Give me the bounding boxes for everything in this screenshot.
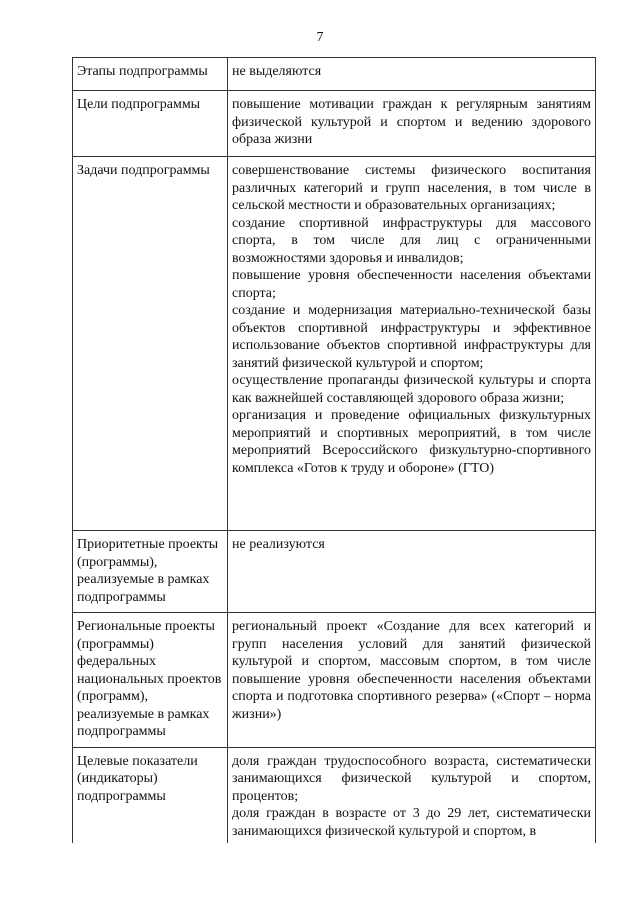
value-paragraph: повышение уровня обеспеченности населения объектами спорта;: [232, 268, 591, 301]
value-paragraph: создание и модернизация материально-технической базы объектов спортивной инфраструктуры и эффективное использование объектов спортивной инфраструктуры для занятий физической культурой и спортом;: [232, 303, 591, 371]
value-paragraph: не выделяются: [232, 64, 322, 79]
table-row: [73, 157, 596, 531]
row-value: [228, 157, 596, 531]
value-paragraph: региональный проект «Создание для всех категорий и групп населения условий для занятий физической культурой и спортом, массовым спортом, в том числе повышение уровня обеспеченности населения объектами спорта и подготовка спортивного резерва» («Спорт – норма жизни»): [232, 619, 591, 722]
row-label: Задачи подпрограммы: [73, 157, 228, 531]
value-paragraph: организация и проведение официальных физкультурных мероприятий и спортивных мероприятий, в том числе мероприятий Всероссийского физкультурно-спортивного комплекса «Готов к труду и обороне» (ГТО): [232, 408, 591, 476]
value-paragraph: не реализуются: [232, 537, 325, 552]
row-label: Целевые показатели (индикаторы) подпрограммы: [73, 747, 228, 843]
row-value: [228, 747, 596, 843]
subprogram-passport-table: [72, 57, 596, 843]
page-number: 7: [316, 30, 324, 45]
row-value: [228, 531, 596, 613]
value-paragraph: совершенствование системы физического воспитания различных категорий и групп населения, в том числе в сельской местности и образовательных организациях;: [232, 163, 591, 213]
value-paragraph: создание спортивной инфраструктуры для массового спорта, в том числе для лиц с ограниченными возможностями здоровья и инвалидов;: [232, 215, 591, 266]
value-paragraph: осуществление пропаганды физической культуры и спорта как важнейшей составляющей здорового образа жизни;: [232, 373, 591, 406]
table-row: [73, 91, 596, 157]
value-paragraph: доля граждан в возрасте от 3 до 29 лет, систематически занимающихся физической культурой и спортом, в: [232, 806, 591, 839]
row-label: Приоритетные проекты (программы), реализуемые в рамках подпрограммы: [73, 531, 228, 613]
table-row: [73, 58, 596, 91]
row-label: Этапы подпрограммы: [73, 58, 228, 91]
table-row: [73, 531, 596, 613]
row-value: [228, 91, 596, 157]
row-label: Региональные проекты (программы) федеральных национальных проектов (программ), реализуемые в рамках подпрограммы: [73, 613, 228, 748]
table-row: [73, 747, 596, 843]
row-value: [228, 613, 596, 748]
row-label: Цели подпрограммы: [73, 91, 228, 157]
value-paragraph: доля граждан трудоспособного возраста, систематически занимающихся физической культурой и спортом, процентов;: [232, 753, 591, 804]
row-value: [228, 58, 596, 91]
value-paragraph: повышение мотивации граждан к регулярным занятиям физической культурой и спортом и ведению здорового образа жизни: [232, 97, 591, 147]
table-row: [73, 613, 596, 748]
